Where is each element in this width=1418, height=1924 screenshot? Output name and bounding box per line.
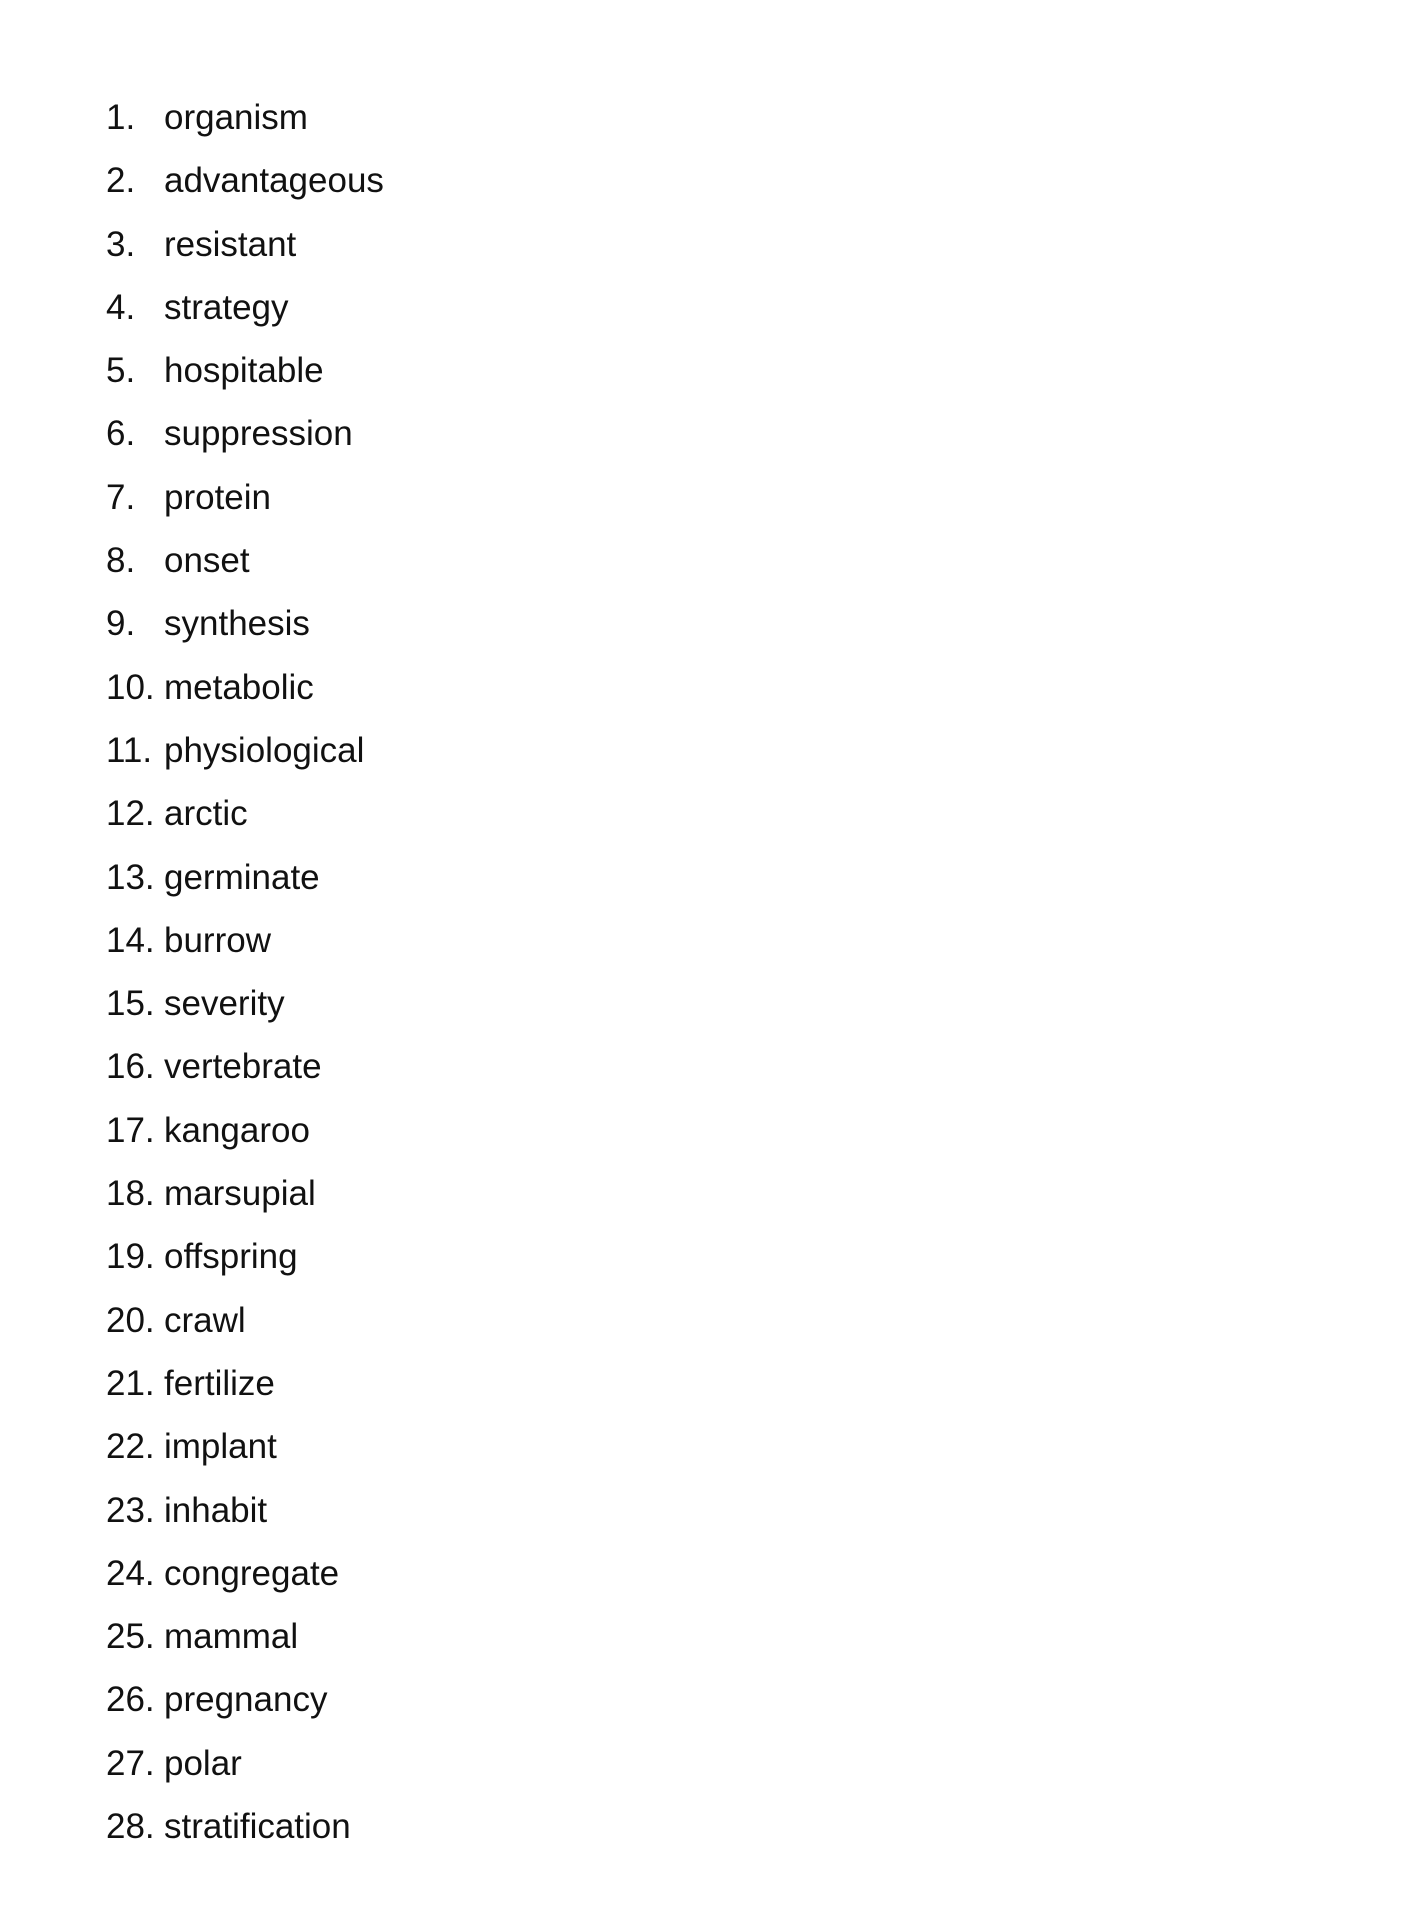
item-number: 23. <box>106 1490 155 1530</box>
list-item <box>106 149 384 212</box>
item-word: physiological <box>164 730 365 770</box>
item-word: strategy <box>164 287 289 327</box>
item-number: 26. <box>106 1680 155 1720</box>
item-number: 7. <box>106 477 136 517</box>
item-number: 18. <box>106 1174 155 1214</box>
item-word: resistant <box>164 224 297 264</box>
item-word: severity <box>164 984 285 1024</box>
item-word: vertebrate <box>164 1047 322 1087</box>
item-word: crawl <box>164 1300 246 1340</box>
list-item <box>106 402 384 465</box>
list-item <box>106 1289 384 1352</box>
list-item <box>106 1162 384 1225</box>
item-number: 14. <box>106 920 155 960</box>
item-word: germinate <box>164 857 320 897</box>
item-word: marsupial <box>164 1174 316 1214</box>
item-word: suppression <box>164 414 353 454</box>
vocabulary-list <box>106 86 384 1858</box>
item-word: protein <box>164 477 272 517</box>
item-word: mammal <box>164 1617 299 1657</box>
list-item <box>106 1732 384 1795</box>
list-item <box>106 1099 384 1162</box>
item-number: 13. <box>106 857 155 897</box>
list-item <box>106 529 384 592</box>
list-item <box>106 846 384 909</box>
item-number: 9. <box>106 604 136 644</box>
list-item <box>106 1668 384 1731</box>
list-item <box>106 1795 384 1858</box>
item-word: offspring <box>164 1237 298 1277</box>
list-item <box>106 213 384 276</box>
list-item <box>106 86 384 149</box>
list-item <box>106 1225 384 1288</box>
item-word: synthesis <box>164 604 310 644</box>
item-number: 2. <box>106 161 136 201</box>
item-word: fertilize <box>164 1363 275 1403</box>
item-word: arctic <box>164 794 248 834</box>
list-item <box>106 656 384 719</box>
item-word: hospitable <box>164 351 324 391</box>
list-item <box>106 719 384 782</box>
list-item <box>106 1605 384 1668</box>
item-number: 16. <box>106 1047 155 1087</box>
list-item <box>106 972 384 1035</box>
list-item <box>106 1415 384 1478</box>
item-word: metabolic <box>164 667 314 707</box>
item-number: 21. <box>106 1363 155 1403</box>
item-number: 1. <box>106 98 136 137</box>
item-number: 27. <box>106 1743 155 1783</box>
item-number: 17. <box>106 1110 155 1150</box>
item-number: 3. <box>106 224 136 264</box>
item-word: advantageous <box>164 161 384 201</box>
list-item <box>106 1035 384 1098</box>
item-word: kangaroo <box>164 1110 310 1150</box>
item-word: stratification <box>164 1807 351 1847</box>
item-number: 4. <box>106 287 136 327</box>
item-number: 15. <box>106 984 155 1024</box>
item-number: 12. <box>106 794 155 834</box>
item-number: 22. <box>106 1427 155 1467</box>
item-number: 6. <box>106 414 136 454</box>
item-number: 20. <box>106 1300 155 1340</box>
item-number: 25. <box>106 1617 155 1657</box>
item-word: burrow <box>164 920 271 960</box>
item-number: 5. <box>106 351 136 391</box>
list-item <box>106 1542 384 1605</box>
list-item <box>106 276 384 339</box>
item-word: inhabit <box>164 1490 268 1530</box>
list-item <box>106 466 384 529</box>
list-item <box>106 592 384 655</box>
item-word: onset <box>164 541 250 581</box>
item-number: 19. <box>106 1237 155 1277</box>
item-word: congregate <box>164 1553 340 1593</box>
item-word: organism <box>164 98 308 137</box>
item-number: 8. <box>106 541 136 581</box>
item-word: polar <box>164 1743 242 1783</box>
item-number: 24. <box>106 1553 155 1593</box>
list-item <box>106 339 384 402</box>
list-item <box>106 1352 384 1415</box>
item-number: 10. <box>106 667 155 707</box>
list-item <box>106 782 384 845</box>
item-word: implant <box>164 1427 277 1467</box>
list-item <box>106 1479 384 1542</box>
item-number: 28. <box>106 1807 155 1847</box>
item-word: pregnancy <box>164 1680 328 1720</box>
list-item <box>106 909 384 972</box>
item-number: 11. <box>106 730 153 770</box>
